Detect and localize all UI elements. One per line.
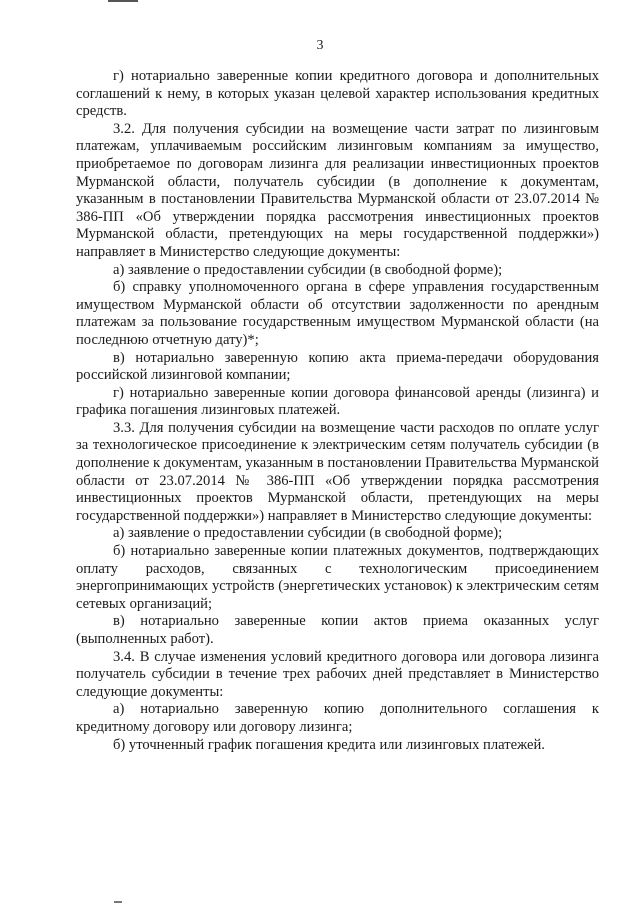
scan-mark-top [108, 0, 138, 2]
paragraph-3-4: 3.4. В случае изменения условий кредитного договора или договора лизинга получатель субсидии в течение трех рабочих дней представляет в Министерство следующие документы: [76, 648, 599, 700]
paragraph-3-4-b: б) уточненный график погашения кредита или лизинговых платежей. [113, 736, 545, 753]
document-body [76, 68, 599, 754]
paragraph-3-2: 3.2. Для получения субсидии на возмещение части затрат по лизинговым платежам, уплачиваемым российским лизинговым компаниям за имущество, приобретаемое по договорам лизинга для реализации инвестиционных проектов Мурманской области, получатель субсидии (в дополнение к документам, указанным в постановлении Правительства Мурманской области от 23.07.2014 № 386-ПП «Об утверждении порядка рассмотрения инвестиционных проектов Мурманской области, претендующих на меры государственной поддержки») направляет в Министерство следующие документы: [76, 120, 599, 260]
scan-mark-bottom [114, 901, 122, 903]
paragraph-3-3: 3.3. Для получения субсидии на возмещение части расходов по оплате услуг за технологическое присоединение к электрическим сетям получатель субсидии (в дополнение к документам, указанным в постановлении Правительства Мурманской области от 23.07.2014 № 386-ПП «Об утверждении порядка рассмотрения инвестиционных проектов Мурманской области, претендующих на меры государственной поддержки») направляет в Министерство следующие документы: [76, 419, 599, 524]
paragraph-3-3-v: в) нотариально заверенные копии актов приема оказанных услуг (выполненных работ). [76, 613, 599, 647]
paragraph-3-1-g: г) нотариально заверенные копии кредитного договора и дополнительных соглашений к нему, в которых указан целевой характер использования кредитных средств. [76, 68, 599, 120]
paragraph-3-3-a: а) заявление о предоставлении субсидии (в свободной форме); [113, 525, 503, 542]
paragraph-3-2-v: в) нотариально заверенную копию акта приема-передачи оборудования российской лизинговой компании; [76, 349, 599, 384]
paragraph-3-2-b: б) справку уполномоченного органа в сфере управления государственным имуществом Мурманской области об отсутствии задолженности по арендным платежам за пользование государственным имуществом Мурманской области (на последнюю отчетную дату)*; [76, 279, 599, 348]
paragraph-3-2-g: г) нотариально заверенные копии договора финансовой аренды (лизинга) и графика погашения лизинговых платежей. [76, 384, 599, 419]
paragraph-3-3-b: б) нотариально заверенные копии платежных документов, подтверждающих оплату расходов, связанных с технологическим присоединением энергопринимающих устройств (энергетических установок) к электрическим сетям сетевых организаций; [76, 543, 599, 612]
paragraph-3-4-a: а) нотариально заверенную копию дополнительного соглашения к кредитному договору или договору лизинга; [76, 701, 599, 735]
page-number: 3 [316, 38, 324, 53]
paragraph-3-2-a: а) заявление о предоставлении субсидии (в свободной форме); [113, 261, 503, 278]
